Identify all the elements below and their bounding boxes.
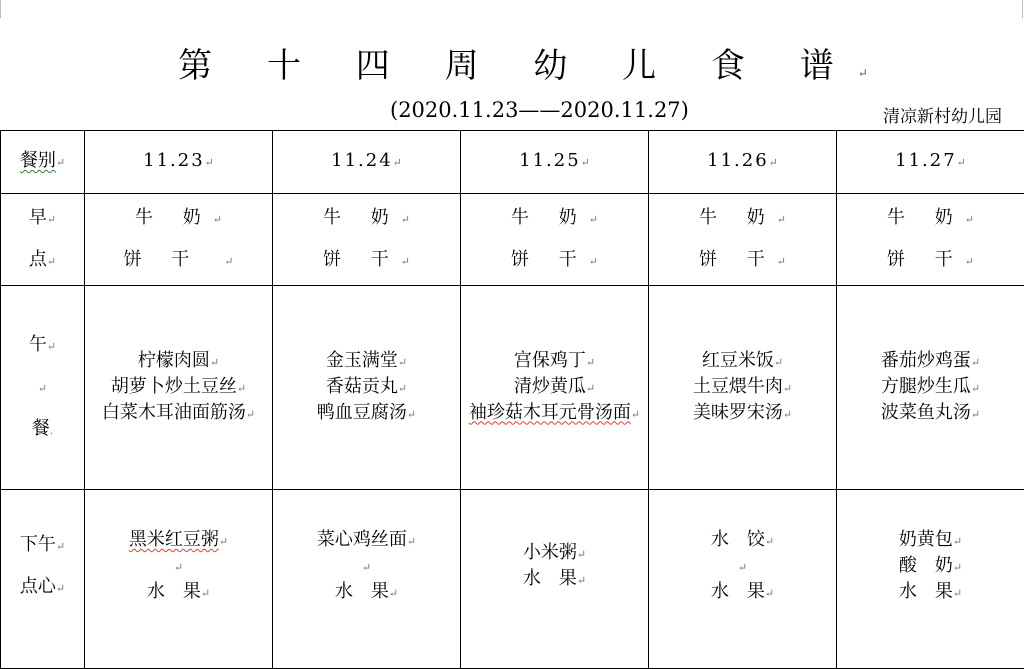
lunch-label: 午↵ ↵ 餐.: [1, 286, 85, 490]
menu-table: [0, 130, 1024, 669]
header-row: [1, 131, 1024, 194]
snack-cell: 水 饺↵ ↵ 水 果↵: [649, 490, 837, 669]
snack-cell: 奶黄包↵ 酸 奶↵ 水 果↵: [837, 490, 1024, 669]
page-title: 第 十 四 周 幼 儿 食 谱 ↵: [0, 38, 1024, 87]
lunch-row: [1, 286, 1024, 490]
breakfast-cell: 牛 奶↵ 饼 干↵: [273, 194, 461, 286]
lunch-cell: 红豆米饭↵ 土豆煨牛肉↵ 美味罗宋汤↵: [649, 286, 837, 490]
date-range: (2020.11.23——2020.11.27): [390, 98, 689, 122]
paragraph-mark-icon: ↵: [858, 66, 868, 80]
breakfast-row: [1, 194, 1024, 286]
breakfast-cell: 牛 奶↵ 饼 干↵: [461, 194, 649, 286]
afternoon-snack-row: [1, 490, 1024, 669]
ruler-mark-right: [1022, 0, 1023, 18]
date-header: 11.26↵: [649, 131, 837, 194]
meal-type-header: 餐别↵: [1, 131, 85, 194]
date-header: 11.24↵: [273, 131, 461, 194]
school-name: 清凉新村幼儿园: [883, 102, 1002, 127]
lunch-cell: 番茄炒鸡蛋↵ 方腿炒生瓜↵ 波菜鱼丸汤↵: [837, 286, 1024, 490]
snack-label: 下午↵ 点心↵: [1, 490, 85, 669]
lunch-cell: 金玉满堂↵ 香菇贡丸↵ 鸭血豆腐汤↵: [273, 286, 461, 490]
date-header: 11.25↵: [461, 131, 649, 194]
breakfast-cell: 牛 奶↵ 饼 干↵: [837, 194, 1024, 286]
snack-cell: 菜心鸡丝面↵ ↵ 水 果↵: [273, 490, 461, 669]
lunch-cell: 宫保鸡丁↵ 清炒黄瓜↵ 袖珍菇木耳元骨汤面↵: [461, 286, 649, 490]
ruler-mark-left: [0, 0, 1, 18]
breakfast-label: 早↵ 点↵: [1, 194, 85, 286]
snack-cell: 黑米红豆粥↵ ↵ 水 果↵: [85, 490, 273, 669]
date-header: 11.23↵: [85, 131, 273, 194]
breakfast-cell: 牛 奶↵ 饼 干↵: [649, 194, 837, 286]
date-header: 11.27↵: [837, 131, 1024, 194]
breakfast-cell: 牛 奶↵ 饼 干 ↵: [85, 194, 273, 286]
lunch-cell: 柠檬肉圆↵ 胡萝卜炒土豆丝↵ 白菜木耳油面筋汤↵: [85, 286, 273, 490]
snack-cell: 小米粥↵ 水 果↵: [461, 490, 649, 669]
